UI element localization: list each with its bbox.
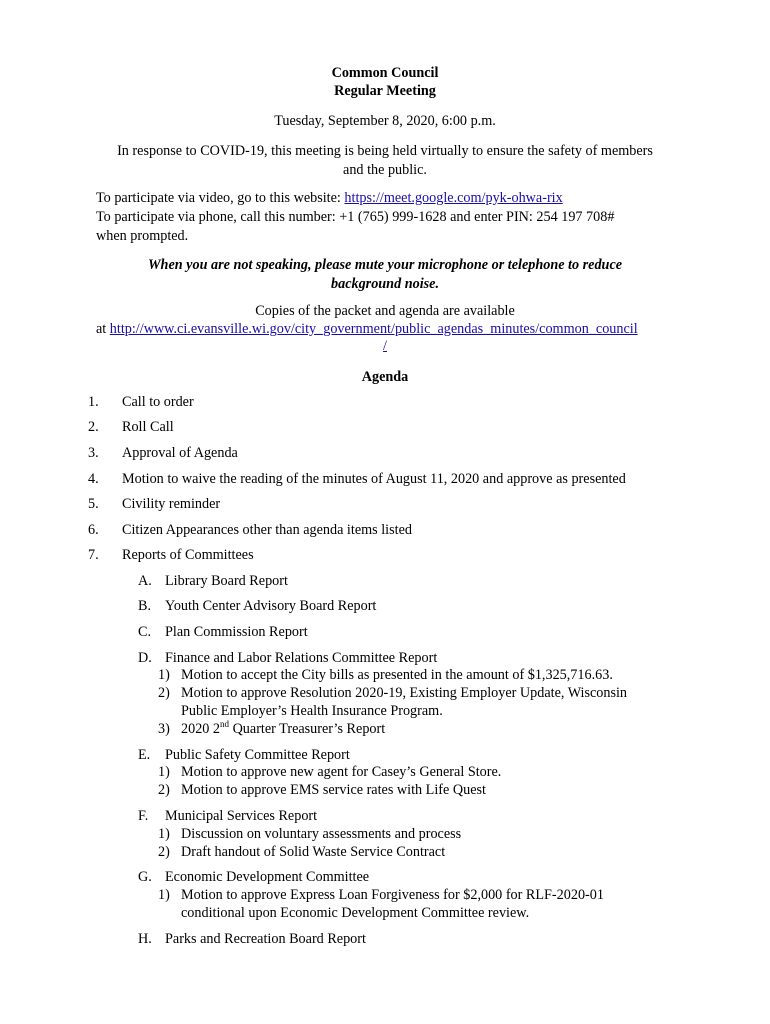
- committee-plan: Plan Commission Report: [165, 624, 308, 640]
- committee-letter: A.: [138, 573, 152, 589]
- covid-notice-line1: In response to COVID-19, this meeting is being held virtually to ensure the safety of members: [117, 143, 653, 159]
- committee-letter: F.: [138, 808, 149, 824]
- treasurer-sup: nd: [220, 719, 230, 729]
- committee-letter: D.: [138, 650, 152, 666]
- covid-notice: [0, 142, 770, 180]
- agenda-heading: Agenda: [361, 369, 409, 385]
- committee-letter: C.: [138, 624, 152, 640]
- video-prefix: To participate via video, go to this website:: [96, 190, 345, 206]
- sub-number: 1): [158, 667, 170, 683]
- safety-item-ems: Motion to approve EMS service rates with Life Quest: [181, 782, 486, 798]
- agenda-item-citizen: Citizen Appearances other than agenda items listed: [122, 522, 412, 538]
- copies-line1: Copies of the packet and agenda are available: [255, 303, 515, 319]
- agenda-item-approval: Approval of Agenda: [122, 445, 238, 461]
- copies-link-line: [96, 321, 638, 338]
- mute-notice-line1: When you are not speaking, please mute your microphone or telephone to reduce: [147, 257, 623, 273]
- item-number: 7.: [88, 547, 99, 563]
- meeting-datetime: Tuesday, September 8, 2020, 6:00 p.m.: [274, 113, 496, 129]
- committee-municipal: Municipal Services Report: [165, 808, 318, 824]
- finance-item-treasurer: [181, 721, 385, 738]
- item-number: 4.: [88, 471, 99, 487]
- item-number: 2.: [88, 419, 99, 435]
- item-number: 5.: [88, 496, 99, 512]
- committee-letter: G.: [138, 869, 152, 885]
- sub-number: 2): [158, 844, 170, 860]
- video-link[interactable]: https://meet.google.com/pyk-ohwa-rix: [344, 190, 563, 206]
- finance-item-bills: Motion to accept the City bills as presented in the amount of $1,325,716.63.: [181, 667, 613, 683]
- covid-notice-line2: and the public.: [343, 162, 427, 178]
- finance-item-resolution-cont: Public Employer’s Health Insurance Program.: [181, 703, 443, 719]
- committee-finance: Finance and Labor Relations Committee Report: [165, 650, 438, 666]
- municipal-item-waste: Draft handout of Solid Waste Service Contract: [181, 844, 446, 860]
- economic-item-loan-cont: conditional upon Economic Development Committee review.: [181, 905, 530, 921]
- video-line: [96, 189, 736, 208]
- page-subtitle: Regular Meeting: [334, 83, 436, 99]
- item-number: 1.: [88, 394, 99, 410]
- committee-parks: Parks and Recreation Board Report: [165, 931, 366, 947]
- sub-number: 2): [158, 782, 170, 798]
- municipal-item-assessments: Discussion on voluntary assessments and process: [181, 826, 462, 842]
- safety-item-agent: Motion to approve new agent for Casey’s General Store.: [181, 764, 502, 780]
- committee-library: Library Board Report: [165, 573, 288, 589]
- committee-letter: H.: [138, 931, 152, 947]
- sub-number: 2): [158, 685, 170, 701]
- phone-line-cont: when prompted.: [96, 228, 189, 244]
- committee-economic: Economic Development Committee: [165, 869, 370, 885]
- treasurer-post: Quarter Treasurer’s Report: [229, 721, 386, 737]
- copies-link[interactable]: http://www.ci.evansville.wi.gov/city_government/public_agendas_minutes/common_council: [109, 321, 638, 337]
- item-number: 6.: [88, 522, 99, 538]
- mute-notice: [0, 256, 770, 294]
- sub-number: 1): [158, 826, 170, 842]
- agenda-item-roll-call: Roll Call: [122, 419, 174, 435]
- phone-line: To participate via phone, call this number: +1 (765) 999-1628 and enter PIN: 254 197 708#: [96, 209, 615, 225]
- committee-public-safety: Public Safety Committee Report: [165, 747, 350, 763]
- treasurer-pre: 2020 2: [181, 721, 221, 737]
- finance-item-resolution: Motion to approve Resolution 2020-19, Existing Employer Update, Wisconsin: [181, 685, 628, 701]
- agenda-item-minutes: Motion to waive the reading of the minutes of August 11, 2020 and approve as presented: [122, 471, 626, 487]
- committee-letter: B.: [138, 598, 152, 614]
- participation-info: [96, 189, 736, 246]
- sub-number: 1): [158, 887, 170, 903]
- agenda-item-civility: Civility reminder: [122, 496, 221, 512]
- copies-link-cont[interactable]: /: [383, 338, 387, 354]
- sub-number: 1): [158, 764, 170, 780]
- mute-notice-line2: background noise.: [331, 276, 439, 292]
- item-number: 3.: [88, 445, 99, 461]
- agenda-item-reports: Reports of Committees: [122, 547, 254, 563]
- copies-prefix: at: [96, 321, 110, 337]
- committee-youth-center: Youth Center Advisory Board Report: [165, 598, 377, 614]
- economic-item-loan: Motion to approve Express Loan Forgiveness for $2,000 for RLF-2020-01: [181, 887, 604, 903]
- committee-letter: E.: [138, 747, 151, 763]
- agenda-item-call-to-order: Call to order: [122, 394, 194, 410]
- page-title: Common Council: [331, 65, 439, 81]
- sub-number: 3): [158, 721, 170, 737]
